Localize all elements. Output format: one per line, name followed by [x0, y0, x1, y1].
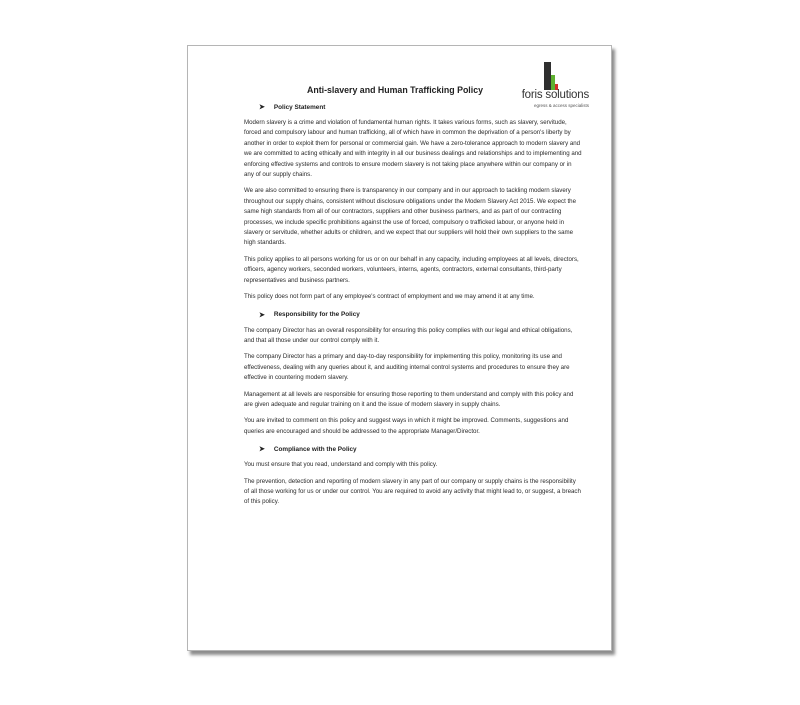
- paragraph: The company Director has a primary and day-to-day responsibility for implementing this policy, monitoring its use and effectiveness, dealing with any queries about it, and auditing internal control systems and procedures to ensure they are effective in countering modern slavery.: [244, 353, 570, 382]
- paragraph: Modern slavery is a crime and violation of fundamental human rights. It takes various forms, such as slavery, servitude, forced and compulsory labour and human trafficking, all of which have in common the deprivation of a person's liberty by another in order to exploit them for personal or commercial gain. We have a zero-tolerance approach to modern slavery and we are committed to acting ethically and with integrity in all our business dealings and relationships and to implementing and enforcing effective systems and controls to ensure modern slavery is not taking place anywhere within our company or in any of our supply chains.: [244, 119, 582, 179]
- arrow-bullet-icon: ➤: [259, 446, 265, 454]
- paragraph: You must ensure that you read, understand and comply with this policy.: [244, 461, 438, 469]
- section-heading-responsibility: [259, 311, 582, 319]
- paragraph: We are also committed to ensuring there is transparency in our company and in our approach to tackling modern slavery throughout our supply chains, consistent without disclosure obligations under the Modern Slavery Act 2015. We expect the same high standards from all of our contractors, suppliers and other business partners, and as part of our contracting processes, we include specific prohibitions against the use of forced, compulsory o trafficked labour, or anyone held in slavery or servitude, whether adults or children, and we expect that our suppliers will hold their own suppliers to the same high standards.: [244, 187, 577, 247]
- document-page: [187, 45, 612, 651]
- document-title: Anti-slavery and Human Trafficking Policy: [307, 85, 483, 95]
- logo-mark-dark: [544, 62, 551, 90]
- section-heading-compliance: [259, 445, 582, 453]
- paragraph: This policy does not form part of any employee's contract of employment and we may amend it at any time.: [244, 293, 535, 301]
- arrow-bullet-icon: ➤: [259, 311, 265, 319]
- paragraph: Management at all levels are responsible for ensuring those reporting to them understand and comply with this policy and are given adequate and regular training on it and the issue of modern slavery in supply chains.: [244, 390, 574, 408]
- logo-tagline: egress & access specialists: [533, 103, 589, 108]
- arrow-bullet-icon: ➤: [259, 104, 265, 111]
- section-heading-label: Compliance with the Policy: [273, 445, 357, 453]
- section-heading-label: Responsibility for the Policy: [273, 311, 360, 318]
- company-logo: [504, 62, 589, 110]
- paragraph: This policy applies to all persons working for us or on our behalf in any capacity, including employees at all levels, directors, officers, agency workers, seconded workers, volunteers, interns, agents, contractors, external consultants, third-party representatives and business partners.: [244, 255, 579, 284]
- paragraph: The prevention, detection and reporting of modern slavery in any part of our company or supply chains is the responsibility of all those working for us or under our control. You are required to avoid any activity that might lead to, or suggest, a breach of this policy.: [244, 477, 581, 506]
- paragraph: The company Director has an overall responsibility for ensuring this policy complies with our legal and ethical obligations, and that all those under our control comply with it.: [244, 326, 573, 344]
- section-heading-label: Policy Statement: [273, 103, 326, 111]
- logo-brand: foris solutions: [521, 89, 589, 101]
- paragraph: You are invited to comment on this policy and suggest ways in which it might be improved. Comments, suggestions and queries are encouraged and should be addressed to the appropriate Manager/Director.: [244, 417, 569, 435]
